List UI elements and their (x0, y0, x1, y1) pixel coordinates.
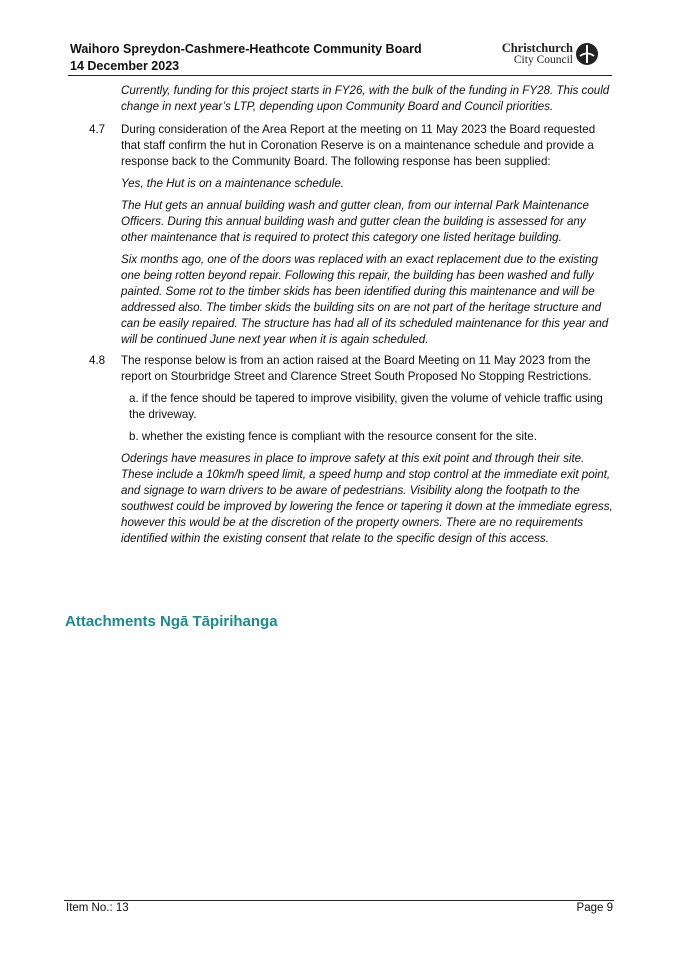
christchurch-logo-icon (575, 42, 599, 66)
response-paragraph: Six months ago, one of the doors was replaced with an exact replacement due to the existing one being rotten beyond repair. Following this repair, the building has been washed and fully painted. Some rot to the timber skids has been identified during this maintenance and will be addressed also. The timber skids the building sits on are not part of the heritage structure and can be easily repaired. The structure has had all of its scheduled maintenance for this year and will be continued June next year when it is again scheduled. (121, 253, 609, 346)
logo-line1: Christchurch (501, 41, 573, 55)
response-paragraph: Oderings have measures in place to improve safety at this exit point and through their site. These include a 10km/h speed limit, a speed hump and stop control at the immediate exit point, and signage to warn drivers to be aware of pedestrians. Visibility along the footpath to the southwest could be improved by lowering the fence or tapering it down at the immediate egress, however this would be at the discretion of the property owners. There are no requirements identified within the existing consent that relate to the specific design of this access. (121, 452, 613, 545)
item-number: 4.8 (89, 354, 106, 367)
intro-paragraph: Currently, funding for this project starts in FY26, with the bulk of the funding in FY28. This could change in next year’s LTP, depending upon Community Board and Council priorities. (121, 84, 610, 113)
header-board-name: Waihoro Spreydon-Cashmere-Heathcote Community Board (70, 42, 422, 56)
council-logo (497, 42, 601, 70)
item-number: 4.7 (89, 123, 106, 136)
footer-item-number: Item No.: 13 (66, 902, 129, 914)
list-item: b. whether the existing fence is compliant with the resource consent for the site. (129, 430, 537, 443)
header-divider (68, 75, 612, 76)
header-title (70, 41, 422, 75)
item-paragraph: During consideration of the Area Report at the meeting on 11 May 2023 the Board requested that staff confirm the hut in Coronation Reserve is on a maintenance schedule and provide a response back to the Community Board. The following response has been supplied: (121, 123, 596, 168)
footer-divider (64, 900, 614, 901)
logo-line2: City Council (513, 54, 573, 66)
response-paragraph: Yes, the Hut is on a maintenance schedule. (121, 177, 344, 190)
header-date: 14 December 2023 (70, 59, 180, 73)
attachments-heading: Attachments Ngā Tāpirihanga (65, 613, 278, 630)
list-item: a. if the fence should be tapered to improve visibility, given the volume of vehicle traffic using the driveway. (129, 392, 603, 421)
item-paragraph: The response below is from an action raised at the Board Meeting on 11 May 2023 from the report on Stourbridge Street and Clarence Street South Proposed No Stopping Restrictions. (121, 354, 592, 383)
response-paragraph: The Hut gets an annual building wash and gutter clean, from our internal Park Maintenance Officers. During this annual building wash and gutter clean the building is assessed for any other maintenance that is required to protect this category one listed heritage building. (121, 199, 589, 244)
footer-page-number: Page 9 (576, 902, 613, 914)
